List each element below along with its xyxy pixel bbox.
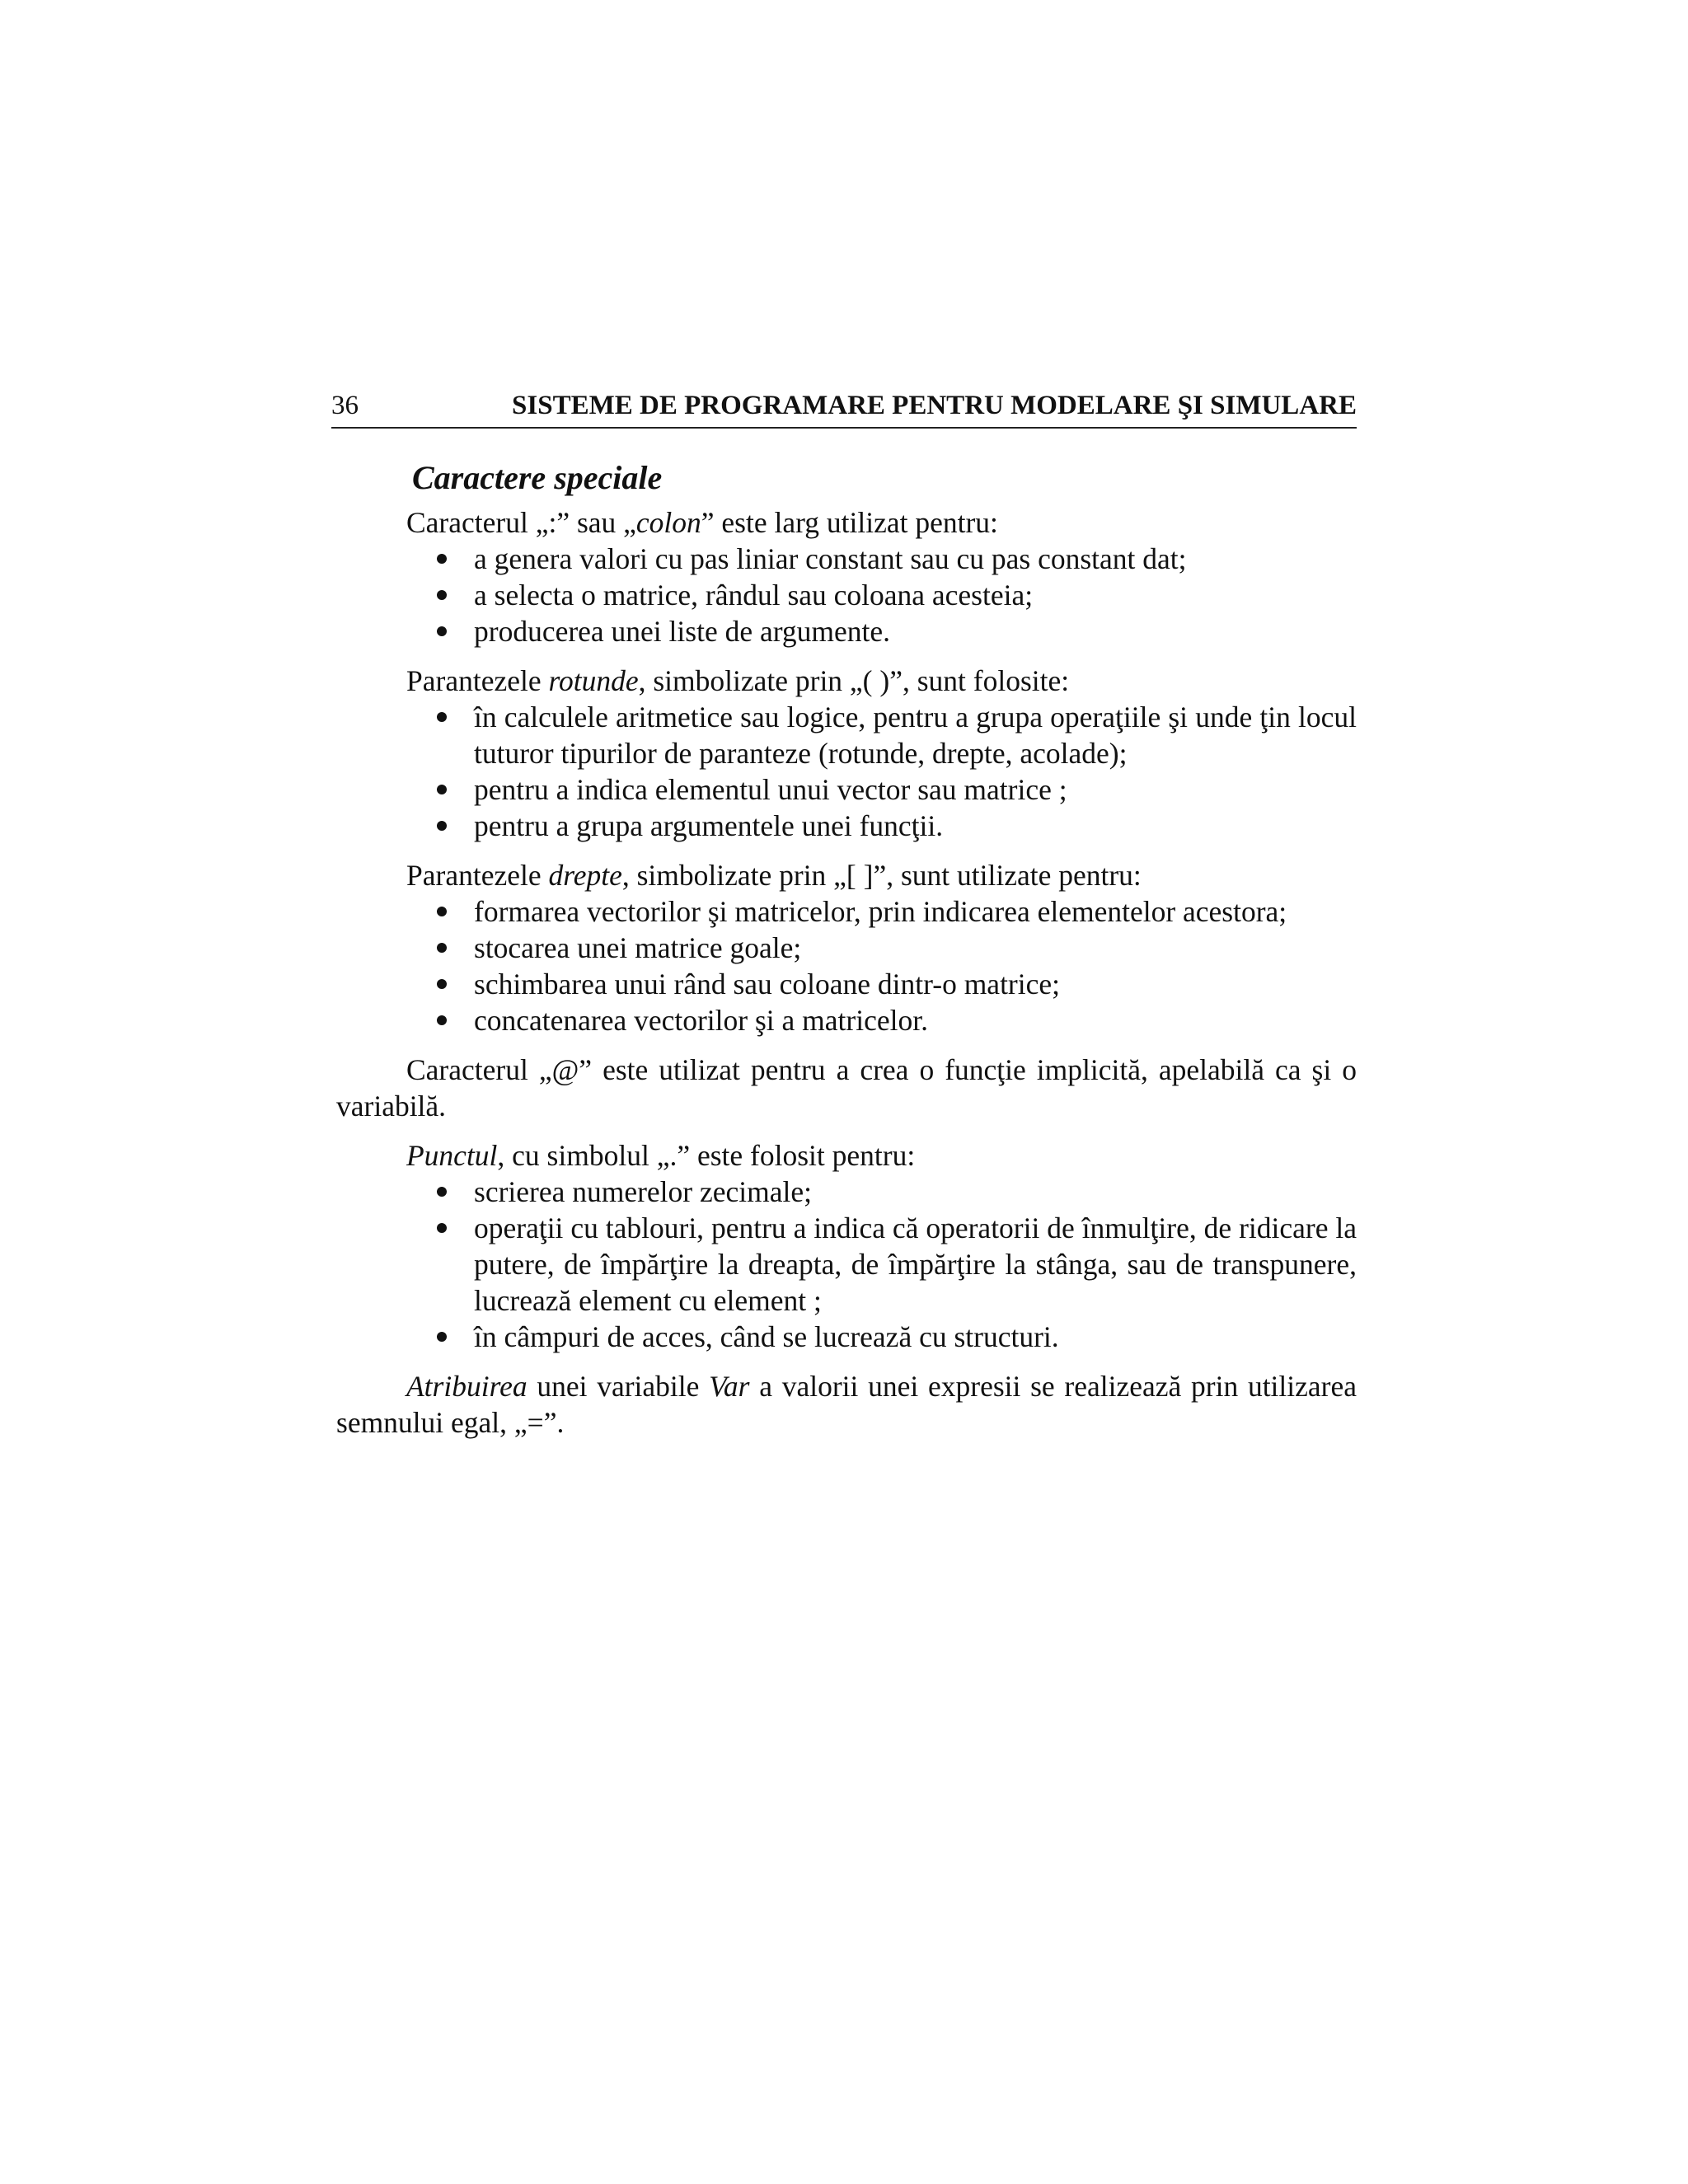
square-brackets-intro-text: Parantezele [406, 859, 549, 892]
list-item-text: operaţii cu tablouri, pentru a indica că operatorii de înmulţire, de ridicare la putere, de împărţire la dreapta, de împărţire la stânga, sau de transpunere, lucrează element cu element ; [474, 1212, 1357, 1317]
list-item-text: stocarea unei matrice goale; [474, 931, 802, 964]
list-item [336, 771, 1357, 808]
list-item [336, 1319, 1357, 1355]
list-item [336, 1002, 1357, 1038]
colon-intro-text: Caracterul „:” sau „ [406, 506, 636, 539]
assignment-paragraph [336, 1368, 1357, 1441]
bullet-icon [437, 785, 447, 794]
bullet-icon [437, 590, 447, 600]
list-item [336, 699, 1357, 771]
list-item [336, 930, 1357, 966]
colon-list [336, 541, 1357, 649]
list-item-text: scrierea numerelor zecimale; [474, 1175, 812, 1208]
dot-intro [406, 1137, 1357, 1174]
list-item-text: în câmpuri de acces, când se lucrează cu structuri. [474, 1320, 1059, 1353]
list-item-text: concatenarea vectorilor şi a matricelor. [474, 1004, 928, 1037]
colon-intro-text-end: ” este larg utilizat pentru: [701, 506, 998, 539]
bullet-icon [437, 1223, 447, 1233]
square-brackets-intro-text-end: , simbolizate prin „[ ]”, sunt utilizate pentru: [621, 859, 1142, 892]
list-item-text: pentru a grupa argumentele unei funcţii. [474, 809, 944, 842]
assignment-term: Atribuirea [406, 1370, 528, 1403]
list-item [336, 966, 1357, 1002]
list-item [336, 541, 1357, 577]
list-item-text: schimbarea unui rând sau coloane dintr-o matrice; [474, 968, 1060, 1001]
colon-term: colon [635, 506, 701, 539]
bullet-icon [437, 907, 447, 916]
bullet-icon [437, 979, 447, 989]
bullet-icon [437, 1187, 447, 1197]
colon-intro [406, 504, 1357, 541]
dot-intro-text: , cu simbolul „.” este folosit pentru: [497, 1139, 916, 1172]
bullet-icon [437, 1332, 447, 1342]
bullet-icon [437, 626, 447, 636]
list-item [336, 1174, 1357, 1210]
list-item-text: a genera valori cu pas liniar constant sau cu pas constant dat; [474, 542, 1187, 575]
list-item-text: a selecta o matrice, rândul sau coloana acesteia; [474, 579, 1034, 612]
bullet-icon [437, 943, 447, 953]
round-parens-intro-text-end: , simbolizate prin „( )”, sunt folosite: [638, 664, 1070, 697]
page-body [336, 457, 1357, 1441]
dot-list [336, 1174, 1357, 1355]
var-term: Var [709, 1370, 750, 1403]
list-item [336, 808, 1357, 844]
square-brackets-list [336, 893, 1357, 1038]
list-item [336, 613, 1357, 649]
assignment-text-2: a valorii unei expresii se realizează prin utilizarea semnului egal, „=”. [336, 1370, 1357, 1439]
running-header [331, 387, 1357, 429]
round-parens-list [336, 699, 1357, 844]
list-item [336, 577, 1357, 613]
square-brackets-intro [406, 857, 1357, 893]
assignment-text-1: unei variabile [527, 1370, 710, 1403]
bullet-icon [437, 712, 447, 722]
at-sign-paragraph: Caracterul „@” este utilizat pentru a crea o funcţie implicită, apelabilă ca şi o variabilă. [336, 1053, 1357, 1122]
round-parens-term: rotunde [548, 664, 639, 697]
bullet-icon [437, 1015, 447, 1025]
list-item [336, 1210, 1357, 1319]
list-item-text: formarea vectorilor şi matricelor, prin indicarea elementelor acestora; [474, 895, 1287, 928]
list-item-text: pentru a indica elementul unui vector sau matrice ; [474, 773, 1067, 806]
dot-term: Punctul [406, 1139, 498, 1172]
list-item [336, 893, 1357, 930]
bullet-icon [437, 821, 447, 831]
page-number: 36 [331, 391, 359, 420]
round-parens-intro-text: Parantezele [406, 664, 549, 697]
list-item-text: producerea unei liste de argumente. [474, 615, 891, 648]
bullet-icon [437, 554, 447, 564]
section-heading: Caractere speciale [412, 459, 663, 496]
round-parens-intro [406, 663, 1357, 699]
running-title: SISTEME DE PROGRAMARE PENTRU MODELARE ŞI SIMULARE [512, 391, 1357, 420]
square-brackets-term: drepte [548, 859, 622, 892]
list-item-text: în calculele aritmetice sau logice, pentru a grupa operaţiile şi unde ţin locul tuturor tipurilor de paranteze (rotunde, drepte, acolade); [474, 701, 1357, 770]
